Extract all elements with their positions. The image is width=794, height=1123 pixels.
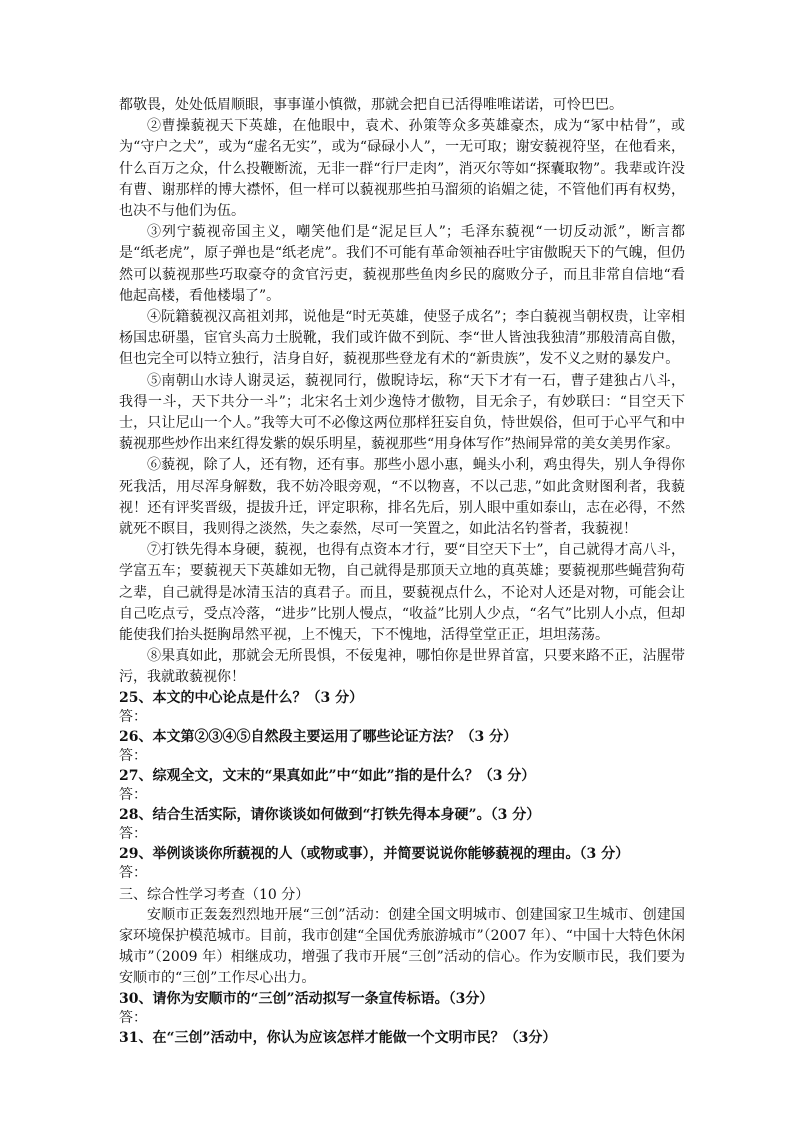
answer-26: 答： [119, 748, 147, 765]
answer-30: 答： [119, 1010, 147, 1026]
paragraph-7: ⑦打铁先得本身硬，藐视，也得有点资本才行，要“目空天下士”，自己就得才高八斗，学富五车；要藐视天下英雄如无物，自己就得是那顶天立地的真英雄；要藐视那些蝇营狗苟之辈，自己就得是冰清玉洁的真君子。而且，要藐视点什么，不论对人还是对物，可能会让自己吃点亏，受点冷落，“进步”比别人慢点，“收益”比别人少点，“名气”比别人小点，但却能使我们抬头挺胸昂然平视，上不愧天，下不愧地，活得堂堂正正，坦坦荡荡。 [119, 542, 685, 644]
answer-27: 答： [119, 787, 147, 804]
question-26: 26、本文第②③④⑤自然段主要运用了哪些论证方法？（3 分） [119, 728, 518, 745]
section-3-heading: 三、综合性学习考查（10 分） [119, 886, 310, 903]
question-30: 30、请你为安顺市的“三创”活动拟写一条宣传标语。（3分） [119, 990, 494, 1007]
question-25: 25、本文的中心论点是什么？（3 分） [119, 689, 364, 706]
question-31: 31、在“三创”活动中，你认为应该怎样才能做一个文明市民？（3分） [119, 1029, 557, 1046]
paragraph-4: ④阮籍藐视汉高祖刘邦，说他是“时无英雄，使竖子成名”；李白藐视当朝权贵，让宰相杨国忠研墨，宦官头高力士脱靴，我们或许做不到阮、李“世人皆浊我独清”那般清高自傲，但也完全可以特立独行，洁身自好，藐视那些登龙有术的“新贵族”，发不义之财的暴发户。 [119, 309, 685, 368]
answer-29: 答： [119, 865, 147, 882]
question-28: 28、结合生活实际，请你谈谈如何做到“打铁先得本身硬”。（3 分） [119, 806, 541, 823]
paragraph-5: ⑤南朝山水诗人谢灵运，藐视同行，傲睨诗坛，称“天下才有一石，曹子建独占八斗，我得一斗，天下共分一斗”；北宋名士刘少逸恃才傲物，目无余子，有妙联曰：“目空天下士，只让尼山一个人。”我等大可不必像这两位那样狂妄自负，恃世娱俗，但可于心平气和中藐视那些炒作出来红得发紫的娱乐明星，藐视那些“用身体写作”热闹异常的美女美男作家。 [119, 372, 685, 453]
paragraph-8: ⑧果真如此，那就会无所畏惧，不佞鬼神，哪怕你是世界首富，只要来路不正，沾腥带污，我就敢藐视你！ [119, 648, 685, 686]
answer-25: 答： [119, 709, 147, 726]
section-3-intro: 安顺市正轰轰烈烈地开展“三创”活动：创建全国文明城市、创建国家卫生城市、创建国家环境保护模范城市。目前，我市创建“全国优秀旅游城市”（2007 年）、“中国十大特色休闲城市”（2009 年）相继成功，增强了我市开展“三创”活动的信心。作为安顺市民，我们要为安顺市的“三创”工作尽心出力。 [119, 906, 685, 987]
question-29: 29、举例谈谈你所藐视的人（或物或事），并简要说说你能够藐视的理由。（3 分） [119, 845, 630, 862]
paragraph-1: 都敬畏，处处低眉顺眼，事事谨小慎微，那就会把自已活得唯唯诺诺，可怜巴巴。 [119, 97, 623, 113]
document-page [119, 95, 685, 1048]
answer-28: 答： [119, 826, 147, 843]
paragraph-3: ③列宁藐视帝国主义，嘲笑他们是“泥足巨人”；毛泽东藐视“一切反动派”，断言都是“纸老虎”，原子弹也是“纸老虎”。我们不可能有革命领袖吞吐宇宙傲睨天下的气魄，但仍然可以藐视那些巧取豪夺的贪官污吏，藐视那些鱼肉乡民的腐败分子，而且非常自信地“看他起高楼，看他楼塌了”。 [119, 224, 685, 304]
paragraph-6: ⑥藐视，除了人，还有物，还有事。那些小恩小惠，蝇头小利，鸡虫得失，别人争得你死我活，用尽浑身解数，我不妨冷眼旁观，“不以物喜，不以己悲，”如此贪财图利者，我藐视！还有评奖晋级，提拔升迁，评定职称，排名先后，别人眼中重如泰山，志在必得，不然就死不瞑目，我则得之淡然，失之泰然，尽可一笑置之，如此沽名钓誉者，我藐视！ [119, 457, 685, 538]
question-27: 27、综观全文，文末的“果真如此”中“如此”指的是什么？（3 分） [119, 767, 536, 784]
paragraph-2: ②曹操藐视天下英雄，在他眼中，袁术、孙策等众多英雄豪杰，成为“冢中枯骨”，或为“守户之犬”，或为“虚名无实”，或为“碌碌小人”，一无可取；谢安藐视符坚，在他看来，什么百万之众，什么投鞭断流，无非一群“行尸走肉”，消灭尔等如“探囊取物”。我辈或许没有曹、谢那样的博大襟怀，但一样可以藐视那些拍马溜须的谄媚之徒，不管他们再有权势，也决不与他们为伍。 [119, 118, 685, 220]
